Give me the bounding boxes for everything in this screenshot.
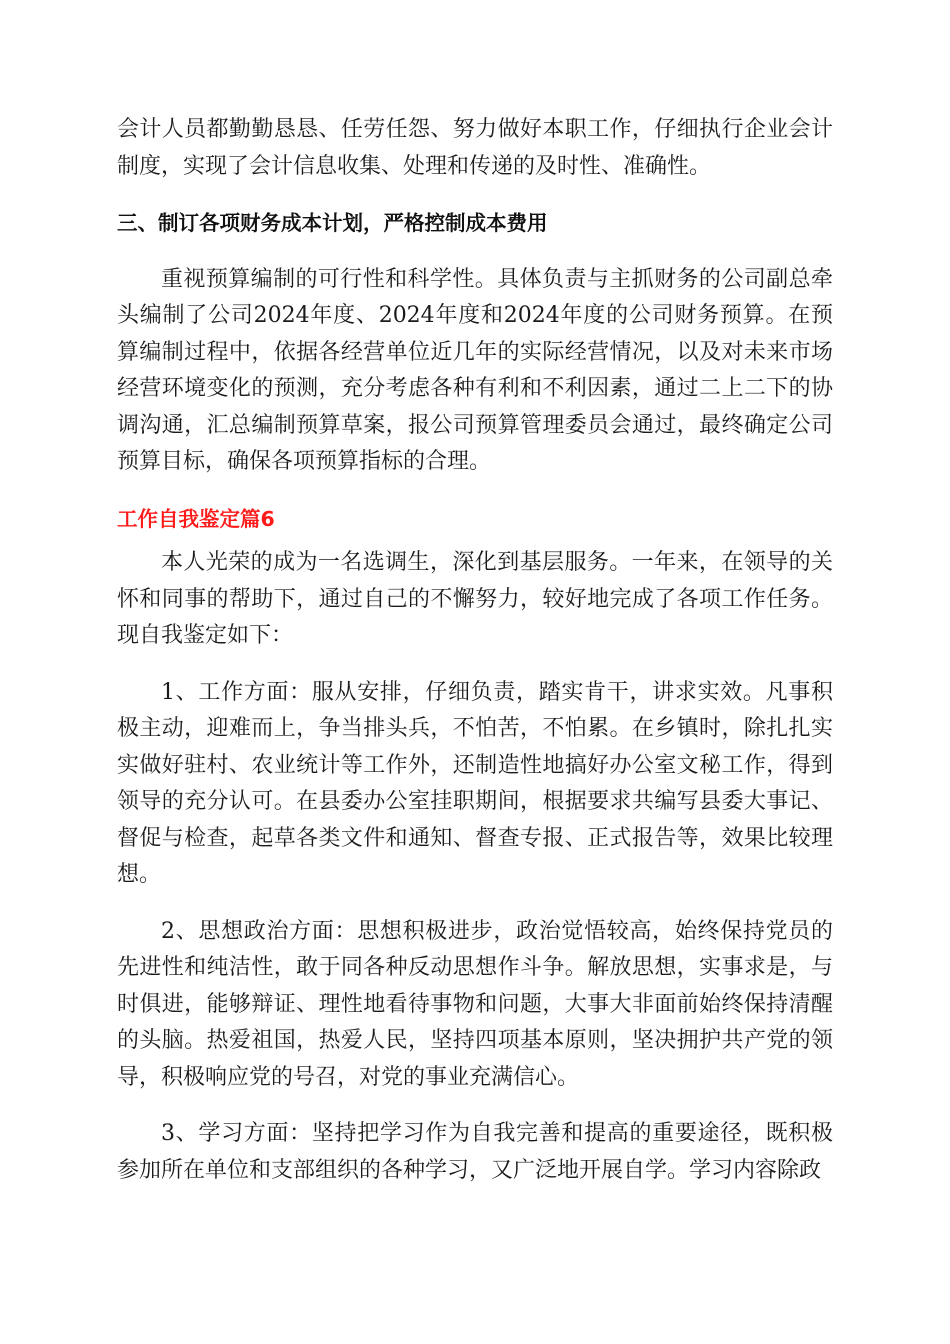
section-heading-cost-plan: 三、制订各项财务成本计划，严格控制成本费用 xyxy=(117,211,548,235)
paragraph-budget: 重视预算编制的可行性和科学性。具体负责与主抓财务的公司副总牵头编制了公司2024年度、2024年度和2024年度的公司财务预算。在预算编制过程中，依据各经营单位近几年的实际经营情况，以及对未来市场经营环境变化的预测，充分考虑各种有利和不利因素，通过二上二下的协调沟通，汇总编制预算草案，报公司预算管理委员会通过，最终确定公司预算目标，确保各项预算指标的合理。 xyxy=(117,266,833,474)
paragraph-accounting-staff: 会计人员都勤勤恳恳、任劳任怨、努力做好本职工作，仔细执行企业会计制度，实现了会计信息收集、处理和传递的及时性、准确性。 xyxy=(117,117,833,179)
paragraph-study-aspect: 3、学习方面：坚持把学习作为自我完善和提高的重要途径，既积极参加所在单位和支部组织的各种学习，又广泛地开展自学。学习内容除政 xyxy=(117,1121,833,1183)
paragraph-political-aspect: 2、思想政治方面：思想积极进步，政治觉悟较高，始终保持党员的先进性和纯洁性，敢于同各种反动思想作斗争。解放思想，实事求是，与时俱进，能够辩证、理性地看待事物和问题，大事大非面前始终保持清醒的头脑。热爱祖国，热爱人民，坚持四项基本原则，坚决拥护共产党的领导，积极响应党的号召，对党的事业充满信心。 xyxy=(117,918,833,1090)
section-heading-self-appraisal-6: 工作自我鉴定篇6 xyxy=(117,506,275,531)
paragraph-work-aspect: 1、工作方面：服从安排，仔细负责，踏实肯干，讲求实效。凡事积极主动，迎难而上，争当排头兵，不怕苦，不怕累。在乡镇时，除扎扎实实做好驻村、农业统计等工作外，还制造性地搞好办公室文秘工作，得到领导的充分认可。在县委办公室挂职期间，根据要求共编写县委大事记、督促与检查，起草各类文件和通知、督查专报、正式报告等，效果比较理想。 xyxy=(117,679,833,887)
paragraph-intro: 本人光荣的成为一名选调生，深化到基层服务。一年来，在领导的关怀和同事的帮助下，通过自己的不懈努力，较好地完成了各项工作任务。现自我鉴定如下： xyxy=(117,550,833,648)
document-body xyxy=(117,112,833,1189)
